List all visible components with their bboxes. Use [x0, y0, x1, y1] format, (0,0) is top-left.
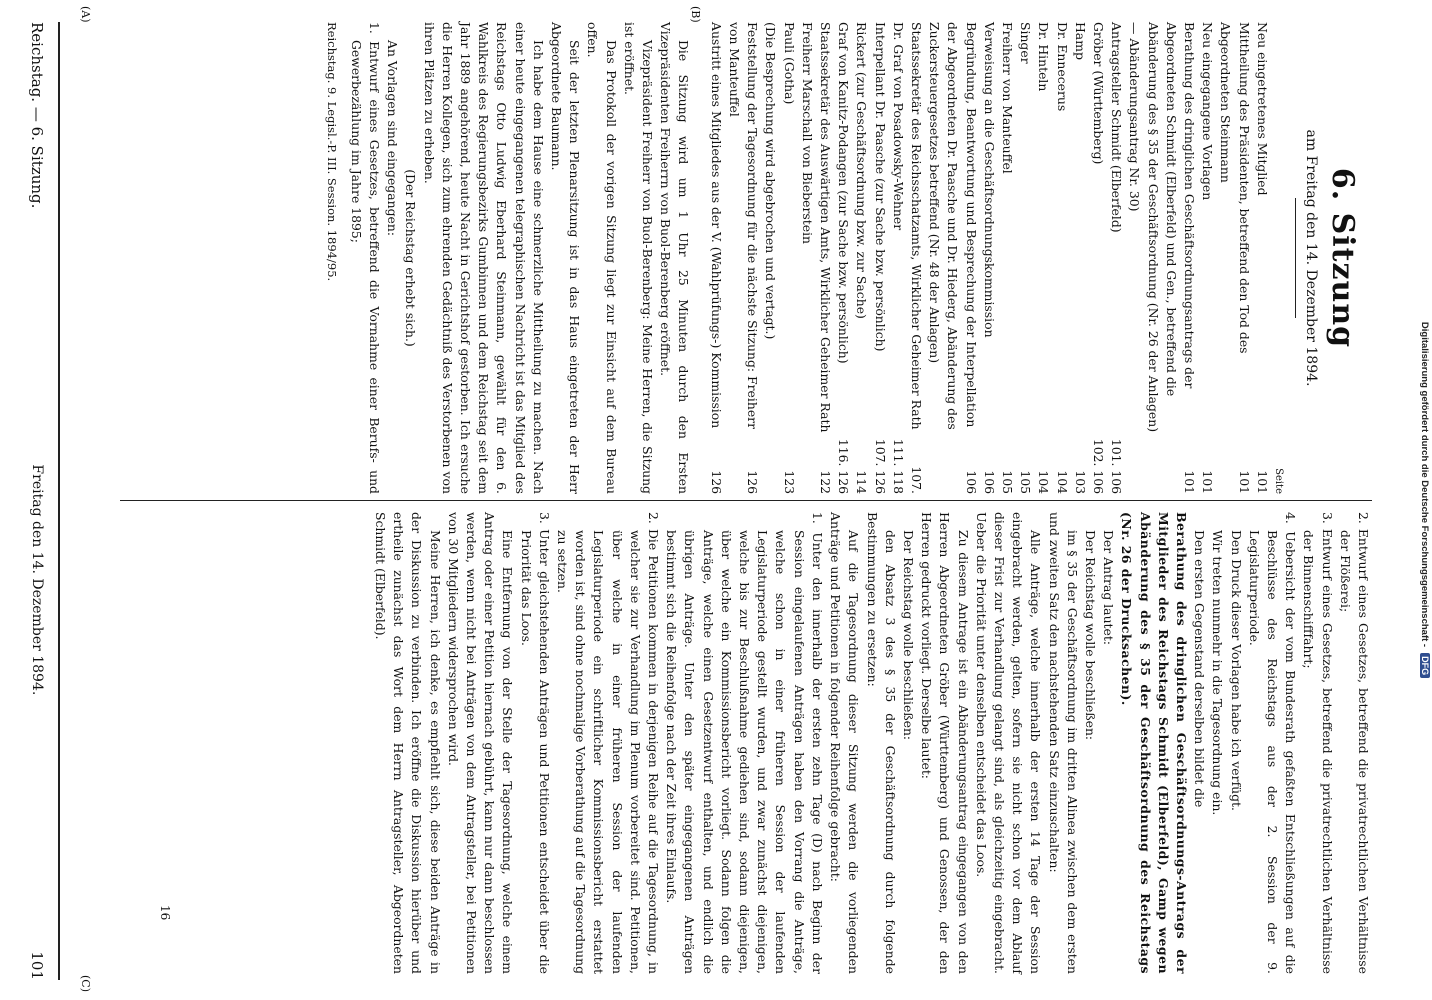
toc-row	[1052, 22, 1070, 494]
body-paragraph: 2. Die Petitionen kommen in derjenigen Reihe auf die Tagesordnung, in welcher sie zur Verhandlung im Plenum vorbereitet sind. Petitionen, über welche in einer früheren Session der laufenden Legislaturperiode ein schriftlicher Kommissionsbericht erstattet worden ist, sind ohne nochmalige Vorberathung auf die Tagesordnung zu setzen.	[555, 512, 662, 974]
dfg-text: Digitalisierung gefördert durch die Deutsche Forschungsgemeinschaft -	[1419, 321, 1431, 648]
body-paragraph: Ich habe dem Hause eine schmerzliche Mittheilung zu machen. Nach einer heute eingegangenen telegraphischen Nachricht ist das Mitglied des Reichstags Otto Ludwig Eberhard Steinmann, gewählt für den 6. Wahlkreis des Regierungsbezirks Gumbinnen und dem Reichstag seit dem Jahr 1889 angehörend, heute Nacht in Gerichtshof gestorben. Ich ersuche die Herren Kollegen, sich zum ehrenden Gedächtniß des Verstorbenen von ihren Plätzen zu erheben.	[421, 22, 546, 494]
toc-page: 103	[1072, 470, 1088, 494]
toc-row	[925, 22, 980, 494]
body-paragraph: im § 35 der Geschäftsordnung im dritten Alinea zwischen dem ersten und zweiten Satz den nachstehenden Satz einzuschalten:	[1046, 512, 1080, 974]
toc-row	[998, 22, 1016, 494]
body-paragraph: Der Antrag lautet:	[1101, 530, 1117, 646]
body-paragraph: Der Reichstag wolle beschließen:	[900, 530, 916, 741]
body-paragraph: 1. Unter den innerhalb der ersten zehn Tage (D) nach Beginn der Session eingelaufenen Anträgen haben den Vorrang die Anträge, welche schon in einer früheren Session der laufenden Legislaturperiode gestellt wurden, und zwar zunächst diejenigen, welche bis zur Beschlußnahme gediehen sind, sodann diejenigen, über welche ein Kommissionsbericht vorliegt. Sodann folgen die Anträge, welche einen Gesetzentwurf enthalten, und endlich die übrigen Anträge. Unter den später eingegangenen Anträgen bestimmt sich die Reihenfolge nach der Zeit ihres Einlaufs.	[664, 512, 825, 974]
toc-entry: Singer	[1018, 22, 1034, 64]
toc-page: 104	[1036, 470, 1052, 494]
toc-row	[1089, 22, 1107, 494]
dfg-strip	[1418, 0, 1432, 1000]
toc-row	[761, 22, 779, 494]
toc-row	[834, 22, 852, 494]
toc-page	[761, 436, 779, 494]
toc-row	[980, 22, 998, 494]
toc-row	[1125, 22, 1198, 494]
toc-page: 105	[1018, 470, 1034, 494]
body-paragraph: Die Sitzung wird um 1 Uhr 25 Minuten durch den Ersten Vizepräsidenten Freiherrn von Buol-Berenberg eröffnet.	[658, 22, 692, 494]
toc-row	[852, 22, 870, 494]
toc-entry: Interpellant Dr. Paasche (zur Sache bzw. persönlich)	[872, 22, 888, 352]
body-paragraph: Vizepräsident Freiherr von Buol-Berenberg: Meine Herren, die Sitzung ist eröffnet.	[621, 22, 656, 494]
toc-row	[779, 22, 797, 494]
toc-row	[889, 22, 925, 494]
toc-entry: Graf von Kanitz-Podangen (zur Sache bzw. persönlich)	[836, 22, 852, 364]
toc-row	[1253, 22, 1271, 494]
toc-entry: Antragsteller Schmidt (Elberfeld)	[1109, 22, 1125, 233]
right-column-flow	[72, 512, 1372, 974]
toc-page: 122	[817, 470, 833, 494]
body-paragraph: 4. Uebersicht der vom Bundesrath gefaßten Entschließungen auf die Beschlüsse des Reichstags aus der 2. Session der 9. Legislaturperiode.	[1246, 512, 1299, 974]
toc-entry: Mittheilung des Präsidenten, betreffend den Tod des Abgeordneten Steinmann	[1218, 22, 1252, 354]
body-paragraph: den Absatz 3 des § 35 der Geschäftsordnung durch folgende Bestimmungen zu ersetzen:	[864, 512, 898, 974]
body-paragraph: Meine Herren, ich denke, es empfiehlt sich, diese beiden Anträge in der Diskussion zu verbinden. Ich eröffne die Diskussion hierüber und ertheile zunächst das Wort dem Herrn Antragsteller, Abgeordneten Schmidt (Elberfeld).	[373, 512, 443, 974]
toc-row	[870, 22, 888, 494]
toc-page: 101	[1181, 470, 1197, 494]
body-paragraph: 3. Entwurf eines Gesetzes, betreffend die privatrechtlichen Verhältnisse der Binnenschifffahrt;	[1301, 512, 1335, 974]
margin-letter-c: (C)	[79, 975, 92, 992]
body-paragraph: Berathung des dringlichen Geschäftsordnungs-Antrags der Mitglieder des Reichstags Schmidt (Elberfeld), Gamp wegen Abänderung des § 35 der Geschäftsordnung des Reichstags (Nr. 26 der Drucksachen).	[1119, 512, 1189, 974]
toc-entry: Hamp	[1072, 22, 1088, 60]
toc-page: 107. 111. 118	[890, 438, 924, 494]
body-paragraph: 1. Entwurf eines Gesetzes, betreffend die Vornahme einer Berufs- und Gewerbezählung im Jahre 1895;	[348, 22, 383, 494]
toc-row	[725, 22, 761, 494]
body-paragraph: Seit der letzten Plenarsitzung ist in das Haus eingetreten der Herr Abgeordnete Baumann.	[549, 22, 583, 494]
toc-entry: Neu eingegangene Vorlagen	[1200, 22, 1216, 201]
toc-entry: Verweisung an die Geschäftsordnungskommission	[981, 22, 997, 338]
toc-entry: Staatssekretär des Reichsschatzamts, Wirklicher Geheimer Rath Dr. Graf von Posadowsky-Wehner	[890, 22, 924, 430]
right-column-inner	[371, 512, 1372, 974]
column-rule	[120, 500, 1372, 501]
toc-row	[1198, 22, 1216, 494]
toc-page: 107. 126	[872, 438, 888, 494]
left-column-inner	[322, 22, 1372, 494]
dfg-logo: DFG	[1420, 653, 1430, 678]
header-page-number: 101	[28, 951, 46, 980]
body-paragraph: An Vorlagen sind eingegangen:	[385, 40, 401, 237]
toc-row	[1216, 22, 1252, 494]
left-column-flow	[72, 22, 1372, 494]
toc-spacer	[693, 22, 707, 494]
toc-page: 106	[981, 470, 997, 494]
toc-page: 101	[1254, 470, 1270, 494]
toc-row	[1107, 22, 1125, 494]
toc-entry: Gröber (Württemberg)	[1090, 22, 1106, 165]
toc-row	[707, 22, 725, 494]
toc-entry: Rickert (zur Geschäftsordnung bzw. zur Sache)	[854, 22, 870, 319]
toc-page: 106	[963, 470, 979, 494]
margin-letter-b: (B)	[689, 6, 702, 23]
toc-page: 101	[1236, 470, 1252, 494]
body-paragraph: Den Druck dieser Vorlagen habe ich verfügt.	[1228, 530, 1244, 811]
title-rule	[1295, 198, 1296, 318]
toc-page: 104	[1054, 470, 1070, 494]
body-paragraph: Wir treten nunmehr in die Tagesordnung ein.	[1210, 530, 1226, 816]
toc-row	[1071, 22, 1089, 494]
toc-row	[798, 22, 834, 494]
body-paragraph: (Der Reichstag erhebt sich.)	[403, 169, 419, 347]
toc-page: 101. 106	[1109, 438, 1125, 494]
session-date: am Freitag den 14. Dezember 1894.	[1303, 129, 1319, 387]
toc-entry: Dr. Ennecerus	[1054, 22, 1070, 112]
toc-page: 105	[999, 470, 1015, 494]
toc-row	[1016, 22, 1034, 494]
body-paragraph: Der Reichstag wolle beschließen:	[1082, 530, 1098, 741]
session-title: 6. Sitzung	[1325, 167, 1360, 349]
body-paragraph: Alle Anträge, welche innerhalb der ersten 14 Tage der Session eingebracht werden, gelten, sofern sie nicht schon vor dem Ablauf dieser Frist zur Verhandlung gelangt sind, als gleichzeitig eingebracht. Ueber die Priorität unter denselben entscheidet das Loos.	[973, 512, 1044, 974]
toc-entry: Berathung des dringlichen Geschäftsordnungsantrags der Abgeordneten Schmidt (Elberfeld) und Gen., betreffend die Abänderung des § 35 der Geschäftsordnung (Nr. 26 der Anlagen) — Abänderungsantrag Nr. 30)	[1127, 22, 1197, 433]
header-left: Reichstag. — 6. Sitzung.	[28, 22, 46, 209]
signature-number: 16	[158, 905, 172, 921]
toc-page: 102. 106	[1090, 438, 1106, 494]
toc-entry: Dr. Hinteln	[1036, 22, 1052, 92]
toc-page: 114	[854, 470, 870, 494]
body-paragraph: Zu diesem Antrage ist ein Abänderungsantrag eingegangen von den Herren Abgeordneten Gröber (Württemberg) und Genossen, der den Herren gedruckt vorliegt. Derselbe lautet:	[919, 512, 971, 974]
body-paragraph: Eine Entfernung von der Stelle der Tagesordnung, welche einem Antrag oder einer Petition hiernach gebührt, kann nur dann beschlossen werden, wenn nicht bei Anträgen von dem Antragsteller, bei Petitionen von 30 Mitgliedern widersprochen wird.	[445, 512, 516, 974]
toc-page-label: Seite	[1272, 468, 1284, 494]
toc-row	[1034, 22, 1052, 494]
toc-page: 123	[781, 470, 797, 494]
body-paragraph: 2. Entwurf eines Gesetzes, betreffend die privatrechtlichen Verhältnisse der Flößerei;	[1337, 512, 1371, 974]
toc-entry: (Die Besprechung wird abgebrochen und vertagt.)	[763, 22, 779, 340]
dfg-note	[1418, 0, 1432, 1000]
toc-entry: Neu eingetretenes Mitglied	[1254, 22, 1270, 196]
toc-entry: Pauli (Gotha)	[781, 22, 797, 105]
body-paragraph: Den ersten Gegenstand derselben bildet die	[1192, 530, 1208, 808]
body-paragraph: Das Protokoll der vorigen Sitzung liegt zur Einsicht auf dem Bureau offen.	[585, 22, 619, 494]
toc-page: 126	[745, 470, 761, 494]
toc-entry: Feststellung der Tagesordnung für die nächste Sitzung: Freiherr von Manteuffel	[726, 22, 761, 430]
toc-page: 126	[708, 470, 724, 494]
toc-entry: Staatssekretär des Auswärtigen Amts, Wirklicher Geheimer Rath Freiherr Marschall von Bieberstein	[799, 22, 833, 433]
left-column-content	[72, 22, 1372, 494]
margin-letter-a: (A)	[79, 6, 92, 23]
running-header	[22, 22, 52, 980]
toc-entry: Freiherr von Manteuffel	[999, 22, 1015, 174]
header-center: Freitag den 14. Dezember 1894.	[29, 464, 45, 696]
toc-entry: Austritt eines Mitgliedes aus der V. (Wahlprüfungs-) Kommission	[708, 22, 724, 429]
toc-entry: Begründung, Beantwortung und Besprechung der Interpellation der Abgeordneten Dr. Paasche und Dr. Hiederg, Abänderung des Zuckersteuergesetzes betreffend (Nr. 48 der Anlagen)	[927, 22, 979, 430]
body-paragraph: Reichstag. 9. Legisl.-P. III. Session. 1894/95.	[324, 22, 339, 282]
body-paragraph: Auf die Tagesordnung dieser Sitzung werden die vorliegenden Anträge und Petitionen in folgender Reihenfolge gebracht:	[828, 512, 862, 974]
body-paragraph: 3. Unter gleichstehenden Anträgen und Petitionen entscheidet über die Priorität das Loos.	[518, 512, 552, 974]
toc-page: 116. 126	[836, 438, 852, 494]
header-rule	[58, 22, 60, 980]
right-column-content	[72, 512, 1372, 974]
toc-page: 101	[1200, 470, 1216, 494]
